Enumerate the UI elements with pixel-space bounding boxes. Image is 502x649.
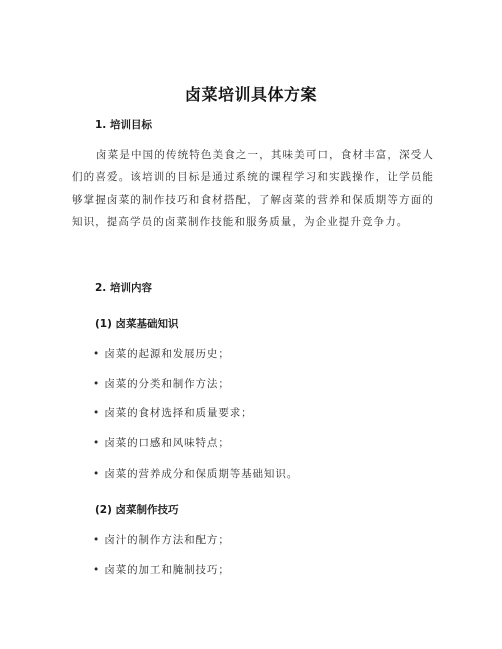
document-title: 卤菜培训具体方案 <box>184 85 317 104</box>
list-item: • 卤菜的分类和制作方法； <box>93 378 230 390</box>
goals-paragraph: 卤菜是中国的传统特色美食之一，其味美可口，食材丰富，深受人们的喜爱。该培训的目标是通过系统的课程学习和实践操作，让学员能够掌握卤菜的制作技巧和食材搭配，了解卤菜的营养和保质期等方面的知识，提高学员的卤菜制作技能和服务质量，为企业提升竞争力。 <box>72 149 434 228</box>
list-item: • 卤菜的起源和发展历史； <box>93 348 230 360</box>
section-heading-goals: 1. 培训目标 <box>95 119 152 131</box>
list-item: • 卤汁的制作方法和配方； <box>93 534 230 546</box>
list-item: • 卤菜的营养成分和保质期等基础知识。 <box>93 468 299 480</box>
subsection-heading-techniques: (2) 卤菜制作技巧 <box>95 504 179 516</box>
list-item: • 卤菜的口感和风味特点； <box>93 437 230 449</box>
subsection-heading-basics: (1) 卤菜基础知识 <box>95 318 179 330</box>
list-item: • 卤菜的加工和腌制技巧； <box>93 564 230 576</box>
section-heading-content: 2. 培训内容 <box>95 282 152 294</box>
list-item: • 卤菜的食材选择和质量要求； <box>93 407 253 419</box>
